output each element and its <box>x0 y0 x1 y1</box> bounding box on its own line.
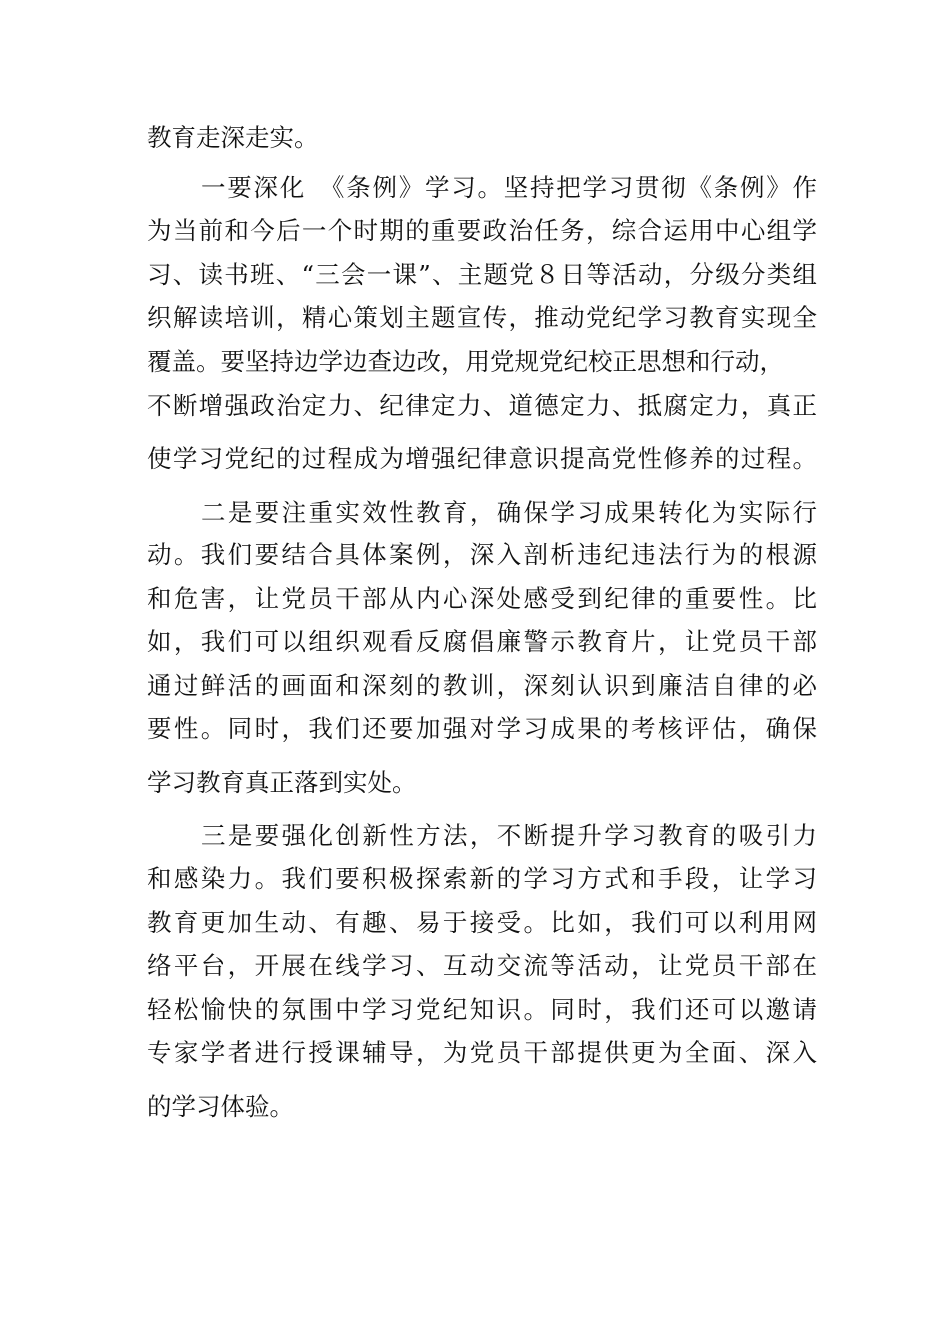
text-line: 的学习体验。 <box>147 1092 294 1121</box>
text-line: 轻松愉快的氛围中学习党纪知识。同时，我们还可以邀请 <box>147 995 817 1024</box>
text-line: 如，我们可以组织观看反腐倡廉警示教育片，让党员干部 <box>147 627 817 656</box>
text-line: 专家学者进行授课辅导，为党员干部提供更为全面、深入 <box>147 1038 817 1067</box>
text-line: 覆盖。要坚持边学边查边改，用党规党纪校正思想和行动， <box>147 347 784 376</box>
text-line: 要性。同时，我们还要加强对学习成果的考核评估，确保 <box>147 714 817 743</box>
text-line: 教育走深走实。 <box>147 123 319 152</box>
text-line: 织解读培训，精心策划主题宣传，推动党纪学习教育实现全 <box>147 303 817 332</box>
text-line: 教育更加生动、有趣、易于接受。比如，我们可以利用网 <box>147 908 817 937</box>
text-line: 动。我们要结合具体案例，深入剖析违纪违法行为的根源 <box>147 540 817 569</box>
text-line: 和危害，让党员干部从内心深处感受到纪律的重要性。比 <box>147 584 817 613</box>
text-line: 一要深化 《条例》学习。坚持把学习贯彻《条例》作 <box>201 173 817 202</box>
text-line: 和感染力。我们要积极探索新的学习方式和手段，让学习 <box>147 864 817 893</box>
text-line: 学习教育真正落到实处。 <box>147 768 417 797</box>
text-line: 通过鲜活的画面和深刻的教训，深刻认识到廉洁自律的必 <box>147 671 817 700</box>
text-line: 使学习党纪的过程成为增强纪律意识提高党性修养的过程。 <box>147 444 817 473</box>
text-line: 习、读书班、“三会一课”、主题党８日等活动，分级分类组 <box>147 260 817 289</box>
text-line: 不断增强政治定力、纪律定力、道德定力、抵腐定力，真正 <box>147 391 817 420</box>
text-line: 二是要注重实效性教育，确保学习成果转化为实际行 <box>201 498 817 527</box>
text-line: 络平台，开展在线学习、互动交流等活动，让党员干部在 <box>147 951 817 980</box>
text-line: 三是要强化创新性方法，不断提升学习教育的吸引力 <box>201 821 817 850</box>
text-line: 为当前和今后一个时期的重要政治任务，综合运用中心组学 <box>147 216 817 245</box>
